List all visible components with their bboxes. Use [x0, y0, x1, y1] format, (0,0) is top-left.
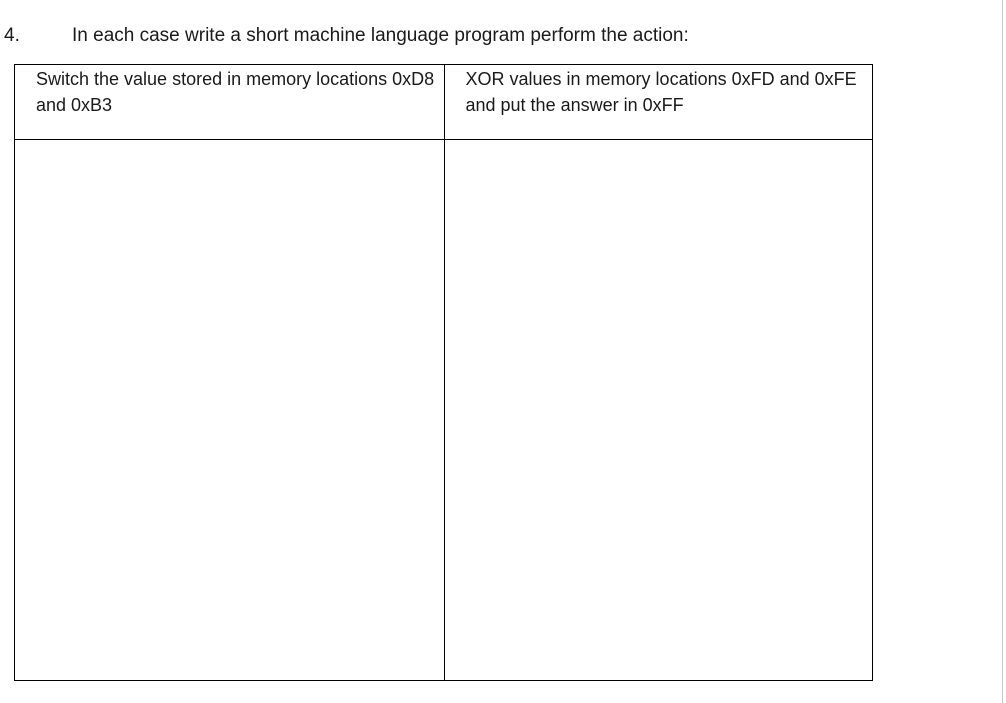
page-edge-divider [1002, 0, 1003, 703]
task-cell-right [444, 65, 873, 140]
answer-table [14, 64, 873, 681]
question-number: 4. [4, 25, 20, 46]
task-description-swap: Switch the value stored in memory locations 0xD8 and 0xB3 [36, 69, 435, 115]
answer-row [15, 140, 873, 681]
answer-area-xor[interactable] [444, 140, 873, 681]
task-cell-left [15, 65, 445, 140]
task-header-row [15, 65, 873, 140]
question-prompt: In each case write a short machine language program perform the action: [72, 25, 689, 46]
answer-area-swap[interactable] [15, 140, 445, 681]
task-description-xor: XOR values in memory locations 0xFD and 0xFE and put the answer in 0xFF [465, 69, 857, 115]
